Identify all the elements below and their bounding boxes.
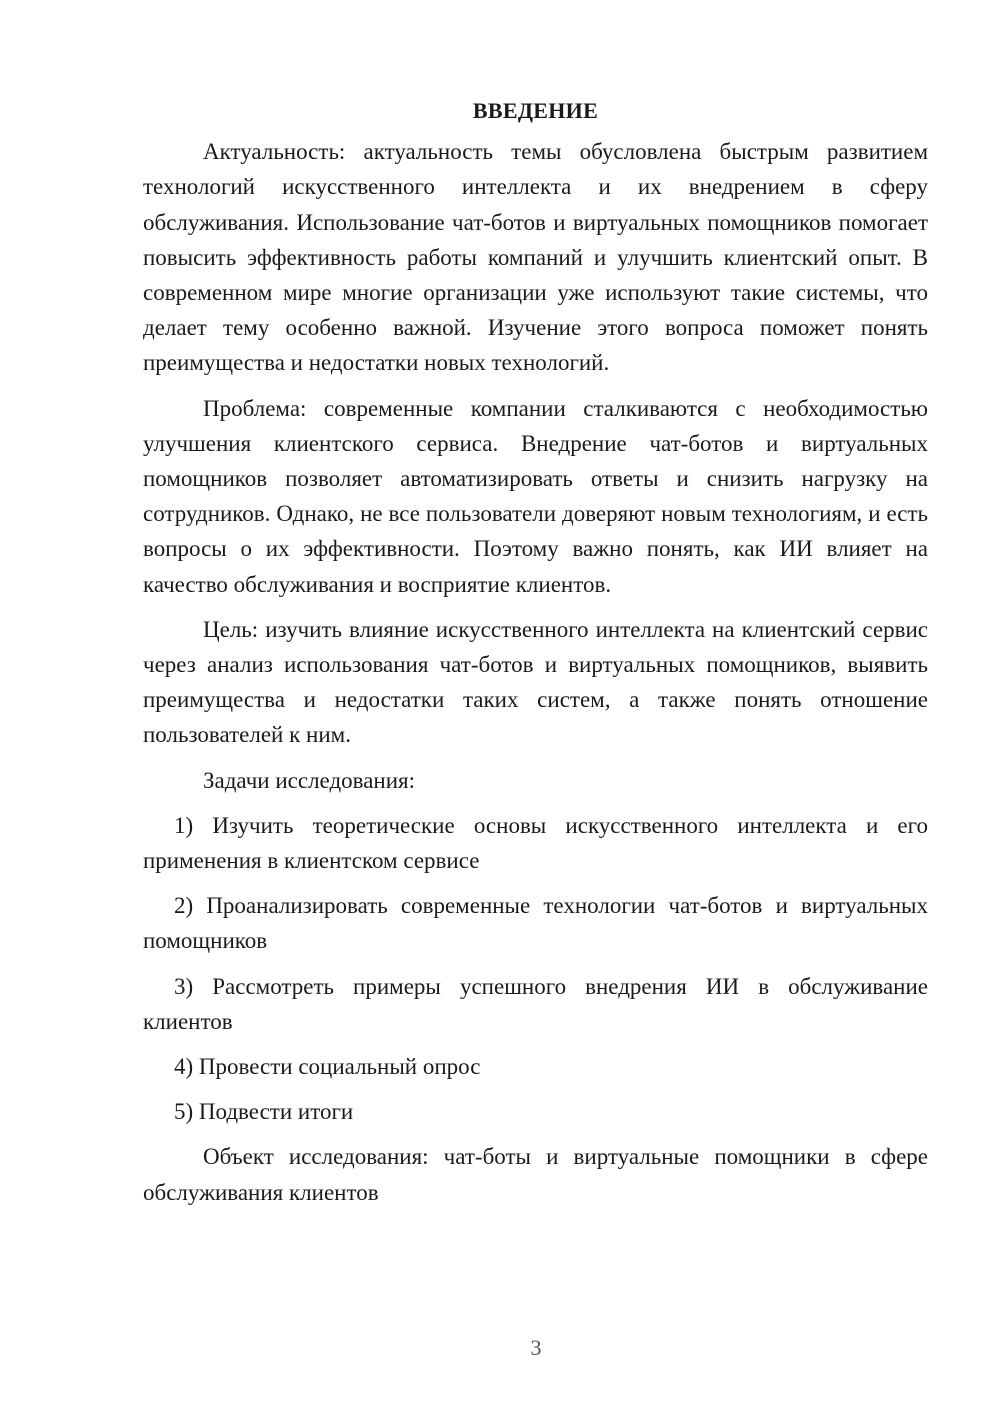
goal-paragraph: Цель: изучить влияние искусственного интеллекта на клиентский сервис через анализ использования чат-ботов и виртуальных помощников, выявить преимущества и недостатки таких систем, а также понять отношение пользователей к ним. [143,616,928,748]
task-item-5: 5) Подвести итоги [174,1099,354,1125]
task-item-1: 1) Изучить теоретические основы искусственного интеллекта и его применения в клиентском сервисе [143,812,928,874]
page-number: 3 [530,1335,542,1360]
relevance-paragraph: Актуальность: актуальность темы обусловлена быстрым развитием технологий искусственного интеллекта и их внедрением в сферу обслуживания. Использование чат-ботов и виртуальных помощников помогает повысить эффективность работы компаний и улучшить клиентский опыт. В современном мире многие организации уже используют такие системы, что делает тему особенно важной. Изучение этого вопроса поможет понять преимущества и недостатки новых технологий. [143,139,928,376]
page-content [143,93,928,1210]
page-title: ВВЕДЕНИЕ [472,98,599,123]
object-paragraph: Объект исследования: чат-боты и виртуальные помощники в сфере обслуживания клиентов [143,1144,928,1205]
problem-paragraph: Проблема: современные компании сталкиваются с необходимостью улучшения клиентского сервиса. Внедрение чат-ботов и виртуальных помощников позволяет автоматизировать ответы и снизить нагрузку на сотрудников. Однако, не все пользователи доверяют новым технологиям, и есть вопросы о их эффективности. Поэтому важно понять, как ИИ влияет на качество обслуживания и восприятие клиентов. [143,395,928,597]
task-item-3: 3) Рассмотреть примеры успешного внедрения ИИ в обслуживание клиентов [143,973,928,1034]
task-item-4: 4) Провести социальный опрос [174,1054,481,1080]
tasks-heading: Задачи исследования: [203,767,416,793]
task-item-2: 2) Проанализировать современные технологии чат-ботов и виртуальных помощников [143,893,928,954]
